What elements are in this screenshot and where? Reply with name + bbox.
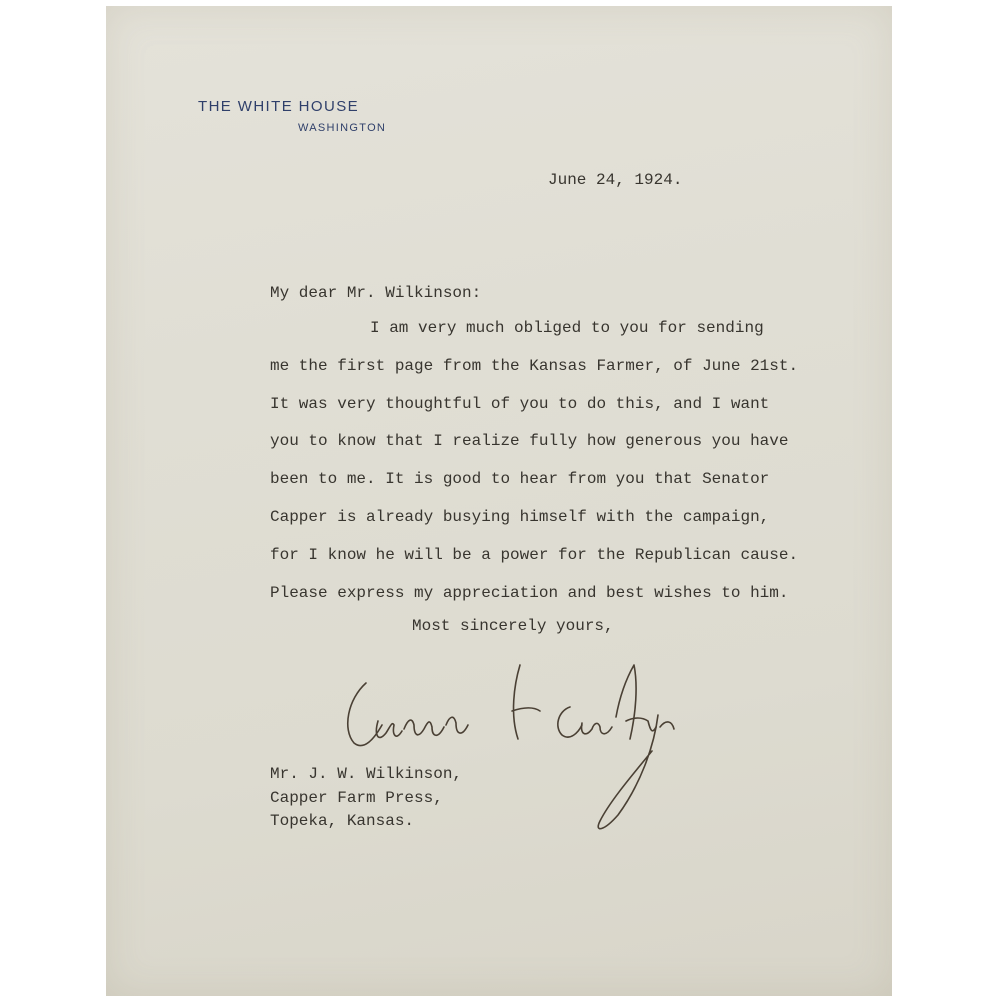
recipient-address [270, 763, 462, 834]
address-line: Capper Farm Press, [270, 788, 443, 807]
address-line: Mr. J. W. Wilkinson, [270, 765, 463, 783]
body-line: you to know that I realize fully how generous you have [270, 432, 789, 451]
address-line: Topeka, Kansas. [270, 812, 415, 830]
letter-date: June 24, 1924. [548, 171, 683, 189]
body-line: I am very much obliged to you for sending [370, 319, 764, 337]
body-line: for I know he will be a power for the Republican cause. [270, 545, 799, 564]
salutation: My dear Mr. Wilkinson: [270, 284, 482, 302]
body-line: me the first page from the Kansas Farmer, of June 21st. [270, 356, 799, 375]
body-line: It was very thoughtful of you to do this, and I want [270, 394, 770, 413]
body-line: Capper is already busying himself with the campaign, [270, 507, 770, 526]
body-line: Please express my appreciation and best wishes to him. [270, 583, 789, 602]
body-line: been to me. It is good to hear from you that Senator [270, 470, 770, 489]
letterhead-title: THE WHITE HOUSE [198, 98, 360, 115]
letter-body [270, 310, 798, 612]
closing: Most sincerely yours, [412, 617, 614, 635]
letterhead-city: WASHINGTON [298, 122, 387, 134]
